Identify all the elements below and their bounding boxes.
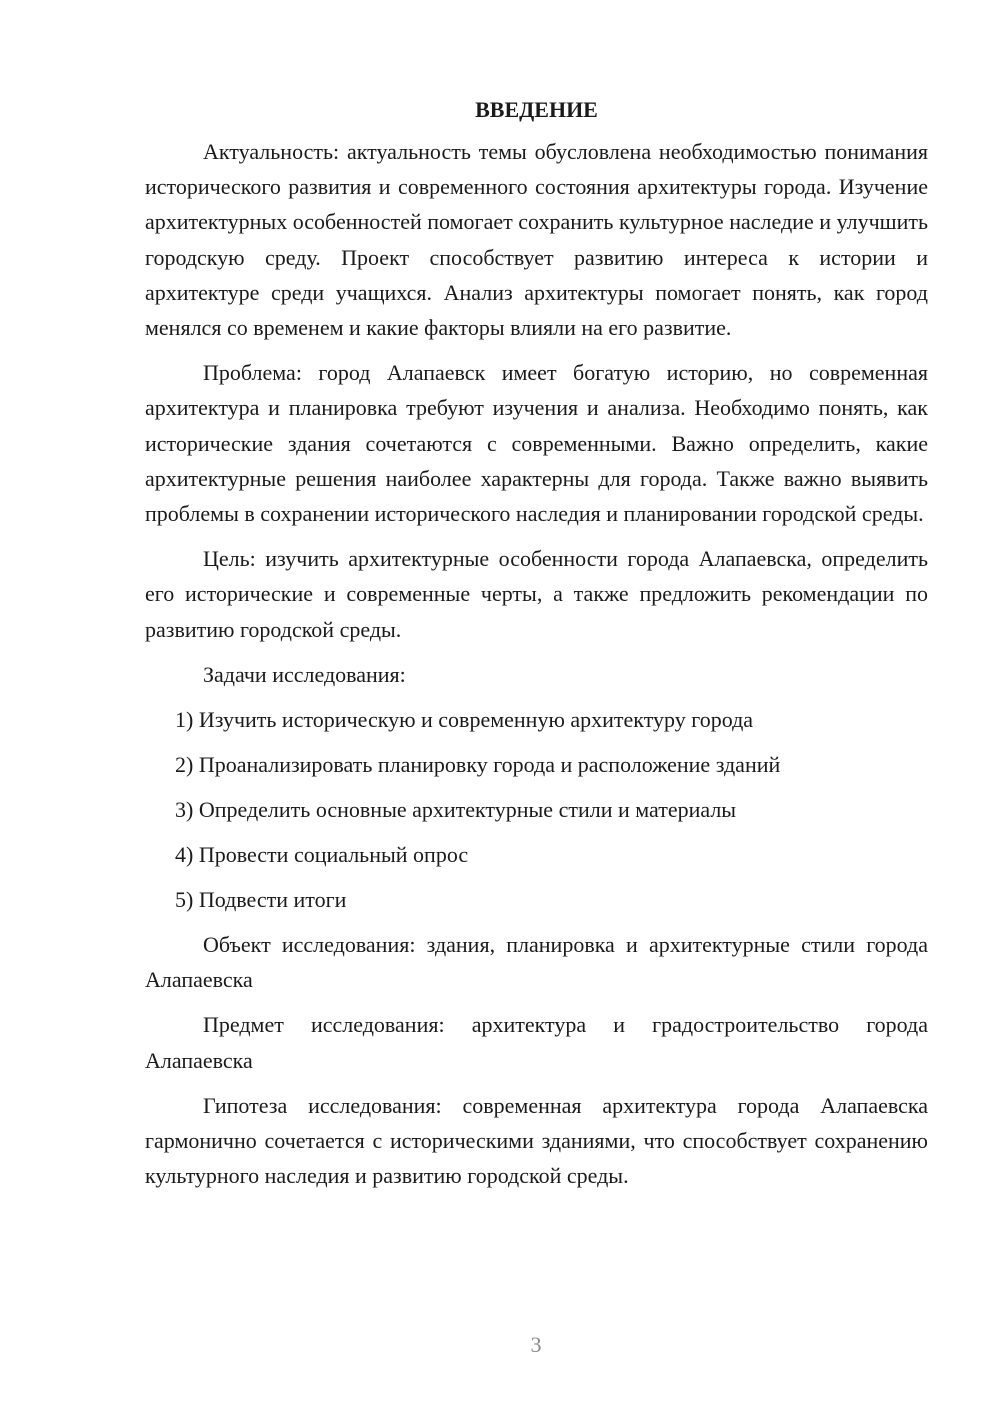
problem-paragraph: Проблема: город Алапаевск имеет богатую историю, но современная архитектура и планировка требуют изучения и анализа. Необходимо понять, как исторические здания сочетаются с современными. Важно определить, какие архитектурные решения наиболее характерны для города. Также важно выявить проблемы в сохранении исторического наследия и планировании городской среды. (145, 360, 928, 527)
document-page (145, 92, 928, 1203)
subject-paragraph: Предмет исследования: архитектура и градостроительство города Алапаевска (145, 1012, 928, 1073)
tasks-list (145, 702, 928, 917)
page-number: 3 (530, 1332, 542, 1357)
list-item: 2) Проанализировать планировку города и расположение зданий (175, 752, 781, 778)
hypothesis-paragraph: Гипотеза исследования: современная архитектура города Алапаевска гармонично сочетается с историческими зданиями, что способствует сохранению культурного наследия и развитию городской среды. (145, 1092, 928, 1189)
list-item: 5) Подвести итоги (175, 887, 347, 913)
list-item: 4) Провести социальный опрос (175, 842, 469, 868)
goal-paragraph: Цель: изучить архитектурные особенности города Алапаевска, определить его исторические и современные черты, а также предложить рекомендации по развитию городской среды. (145, 546, 928, 642)
list-item: 3) Определить основные архитектурные стили и материалы (175, 797, 737, 823)
list-item: 1) Изучить историческую и современную архитектуру города (175, 707, 754, 733)
object-paragraph: Объект исследования: здания, планировка и архитектурные стили города Алапаевска (145, 932, 928, 993)
tasks-heading: Задачи исследования: (203, 661, 406, 687)
relevance-paragraph: Актуальность: актуальность темы обусловлена необходимостью понимания исторического развития и современного состояния архитектуры города. Изучение архитектурных особенностей помогает сохранить культурное наследие и улучшить городскую среду. Проект способствует развитию интереса к истории и архитектуре среди учащихся. Анализ архитектуры помогает понять, как город менялся со временем и какие факторы влияли на его развитие. (145, 139, 928, 341)
page-title: ВВЕДЕНИЕ (475, 97, 598, 122)
